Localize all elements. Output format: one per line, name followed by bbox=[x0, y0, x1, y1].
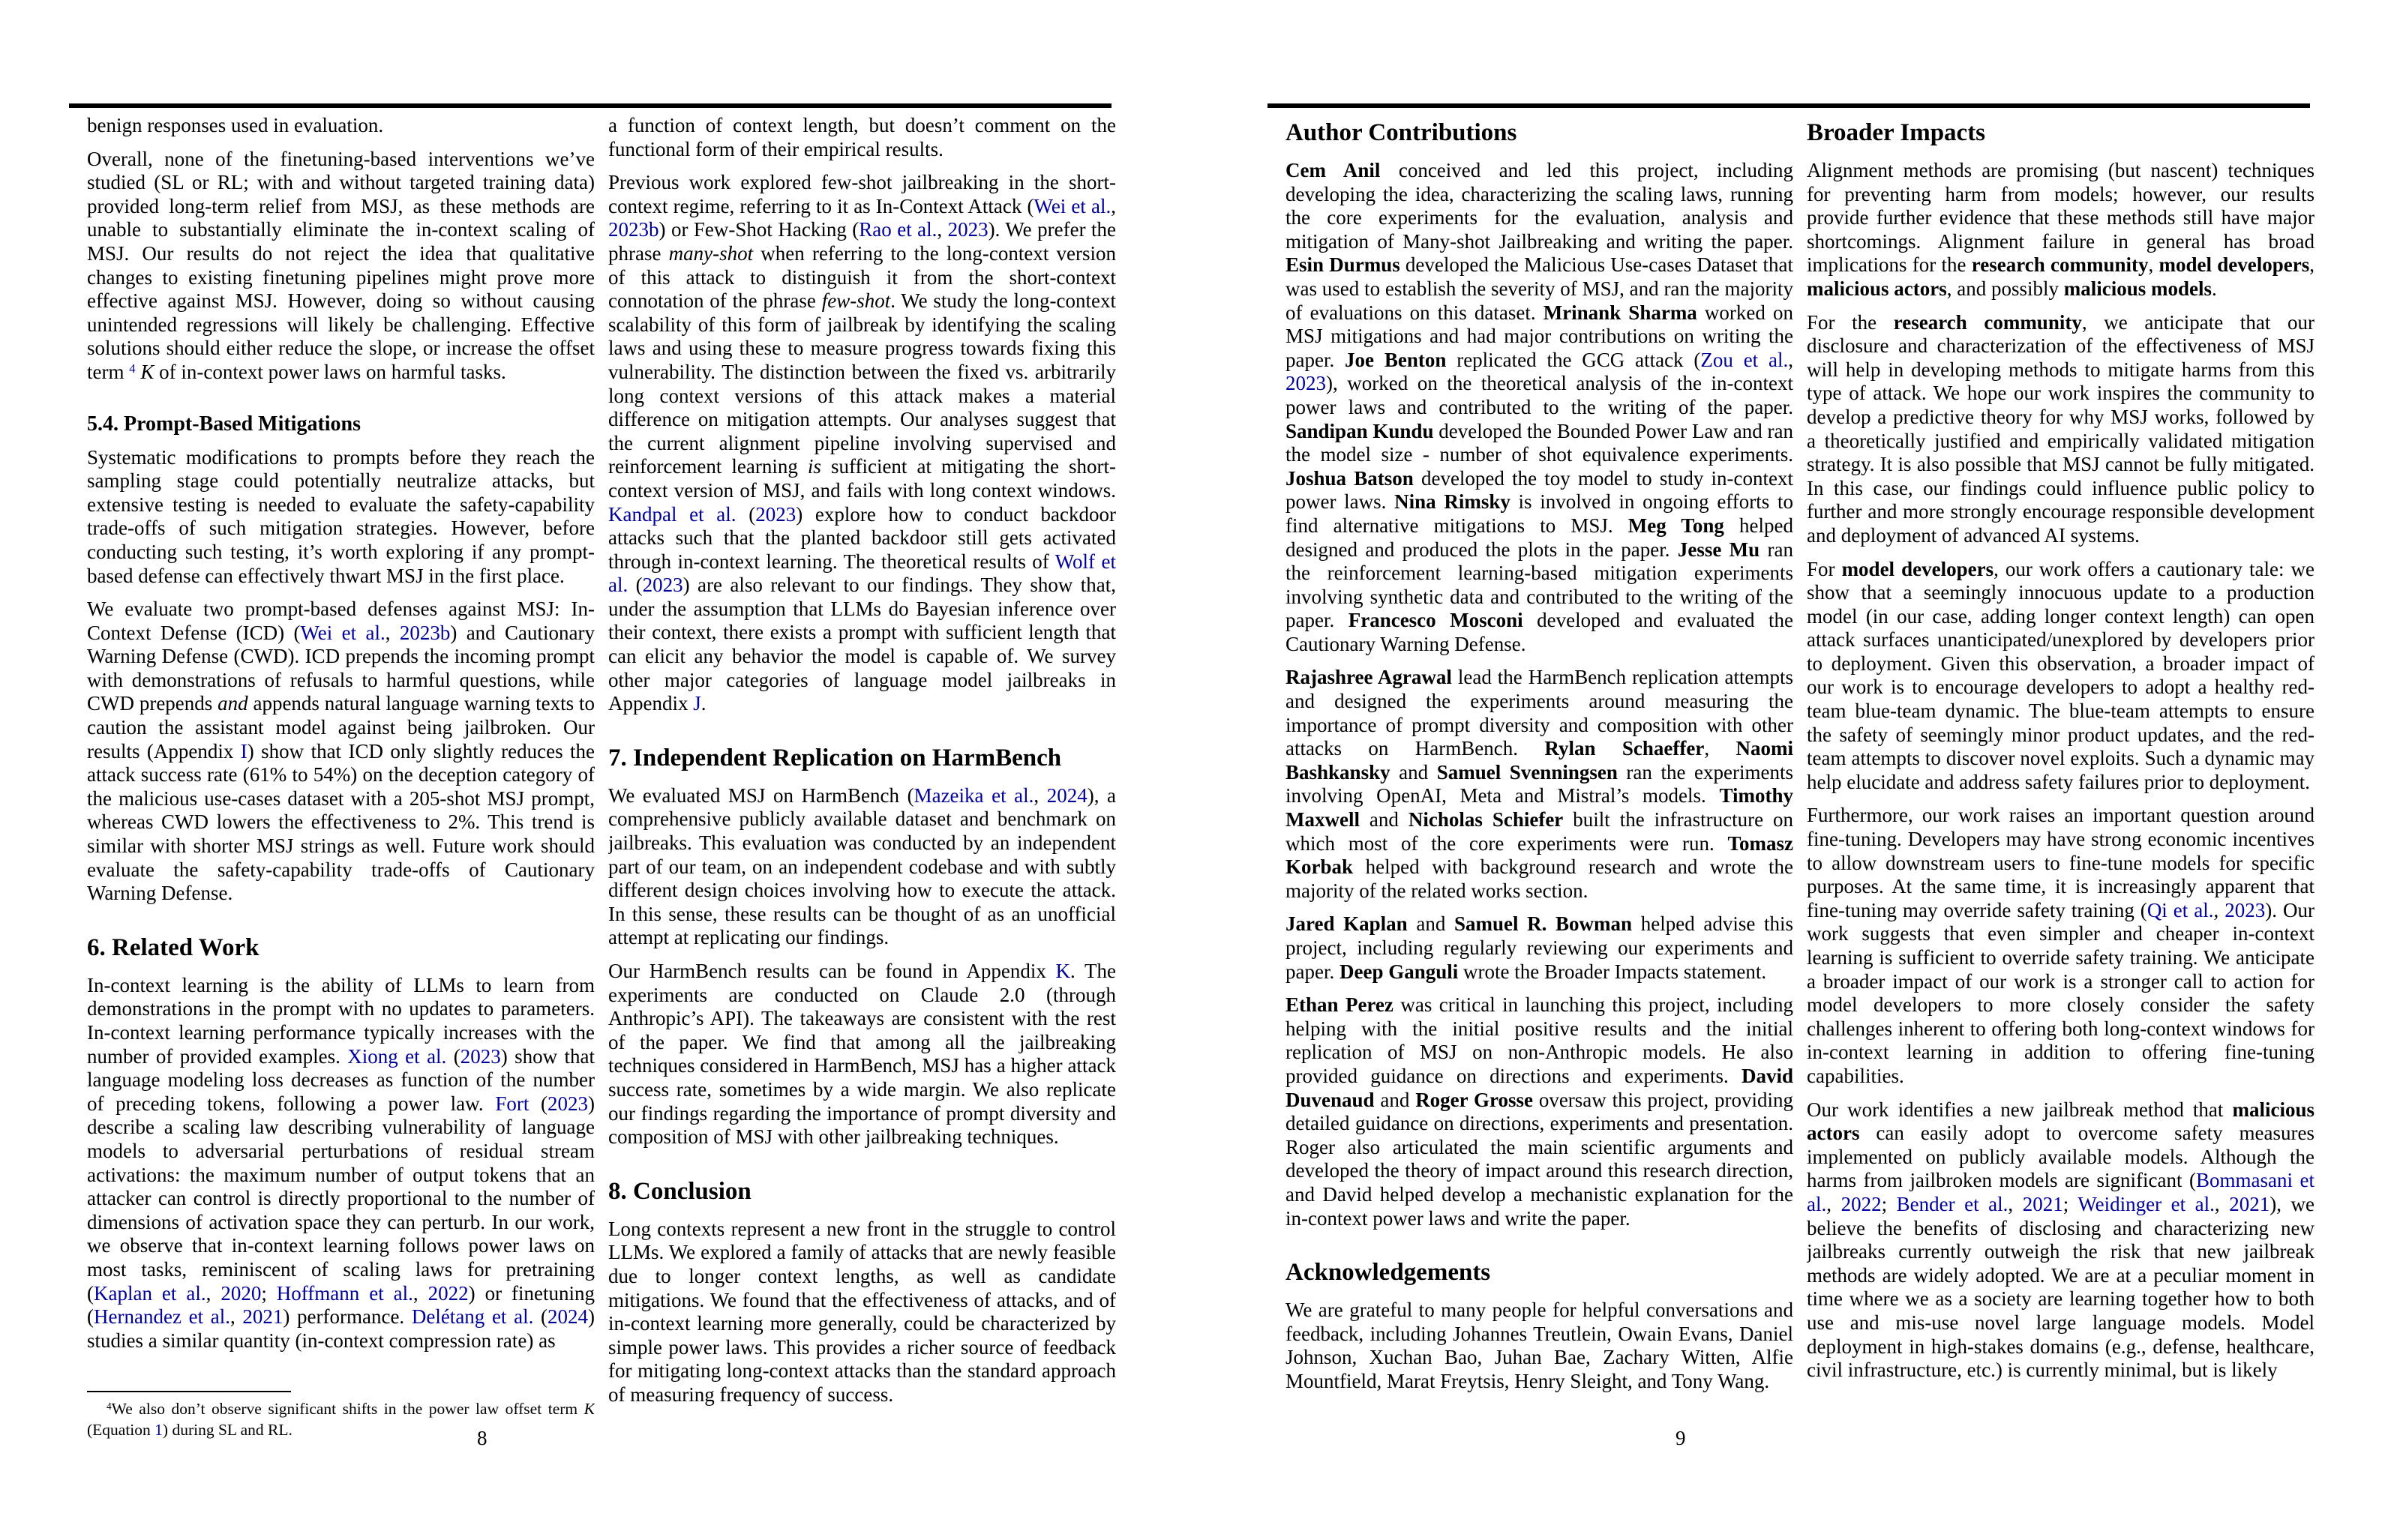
text-run: ( bbox=[529, 1092, 548, 1115]
section-heading bbox=[608, 744, 1116, 772]
text-run: ) or Few-Shot Hacking ( bbox=[658, 218, 860, 241]
citation-link[interactable]: Mazeika et al. bbox=[914, 783, 1034, 807]
text-run: 7. Independent Replication on HarmBench bbox=[608, 744, 1062, 771]
italic-text: few-shot bbox=[821, 289, 891, 313]
citation-link[interactable]: 2021 bbox=[2022, 1192, 2063, 1215]
text-run: ; bbox=[2062, 1192, 2078, 1215]
text-run: , and possibly bbox=[1946, 277, 2064, 300]
text-run: ) or finetuning ( bbox=[87, 1281, 595, 1329]
italic-text: and bbox=[218, 692, 248, 715]
page-9-body bbox=[1286, 114, 2314, 1440]
citation-link[interactable]: 2023 bbox=[1286, 372, 1326, 395]
text-run: of in-context power laws on harmful tasks. bbox=[154, 360, 506, 383]
text-run: can easily adopt to overcome safety measures implemented on publicly available models. Although the harms from jailbroken models are significant ( bbox=[1807, 1122, 2314, 1192]
text-run: Overall, none of the finetuning-based interventions we’ve studied (SL or RL; with and without targeted training data) provided long-term relief from MSJ, as these methods are unable to substantially eliminate the in-context scaling of MSJ. Our results do not reject the idea that qualitative changes to existing finetuning pipelines might prove more effective against MSJ. However, doing so without causing unintended regressions will likely be challenging. Effective solutions should either reduce the slope, or increase the offset term bbox=[87, 147, 595, 383]
citation-link[interactable]: K bbox=[1055, 960, 1071, 982]
text-run: , our work offers a cautionary tale: we show that a seemingly innocuous update to a production model (in our case, adding longer context length) can open attack surfaces unanticipated/unexplored by developers prior to deployment. Given this observation, a broader impact of our work is to encourage developers to adopt a healthy red-team blue-team dynamic. The blue-team attempts to ensure the safety of seemingly minor product updates, and the red-team attempts to discover novel exploits. Such a dynamic may help elucidate and address safety failures prior to deployment. bbox=[1807, 557, 2314, 793]
text-run: wrote the Broader Impacts statement. bbox=[1458, 960, 1767, 983]
text-run: , bbox=[2309, 253, 2314, 277]
page-9-column-right bbox=[1807, 114, 2314, 1440]
citation-link[interactable]: 2023b bbox=[608, 218, 659, 241]
citation-link[interactable]: Kaplan et al. bbox=[94, 1281, 206, 1305]
footnote-marker: 4 bbox=[129, 361, 136, 376]
footnote-rule bbox=[87, 1391, 291, 1392]
paragraph bbox=[1286, 1299, 1793, 1393]
text-run: worked on MSJ mitigations and had major contributions on writing the paper. bbox=[1286, 301, 1793, 371]
citation-link[interactable]: Weidinger et al. bbox=[2078, 1192, 2215, 1215]
page-8-column-right bbox=[608, 114, 1116, 1440]
paragraph bbox=[608, 171, 1116, 716]
bold-text: Naomi Bashkansky bbox=[1286, 737, 1793, 783]
citation-link[interactable]: 2022 bbox=[1840, 1192, 1882, 1215]
bold-text: Samuel Svenningsen bbox=[1436, 760, 1618, 783]
section-heading bbox=[1286, 1258, 1793, 1287]
text-run: ), a comprehensive publicly available dataset and benchmark on jailbreaks. This evaluation was conducted by an independent part of our team, on an independent codebase and with subtly different design choices involving how to execute the attack. In this sense, these results can be thought of as an unofficial attempt at replicating our findings. bbox=[608, 783, 1116, 949]
bold-text: Nina Rimsky bbox=[1394, 490, 1510, 514]
citation-link[interactable]: 2020 bbox=[220, 1281, 262, 1305]
text-run: , we anticipate that our disclosure and characterization of the effectiveness of MSJ will help in developing methods to mitigate harms from this type of attack. We hope our work inspires the community to develop a predictive theory for why MSJ works, followed by a theoretically justified and empirically validated mitigation strategy. It is also possible that MSJ cannot be fully mitigated. In this case, our findings could influence public policy to further and more strongly encourage responsible development and deployment of advanced AI systems. bbox=[1807, 310, 2314, 547]
citation-link[interactable]: Wei et al. bbox=[300, 621, 386, 644]
text-run: . bbox=[2212, 277, 2217, 300]
text-run: , bbox=[206, 1281, 221, 1305]
bold-text: Cem Anil bbox=[1286, 159, 1381, 181]
text-run: developed and evaluated the Cautionary Warning Defense. bbox=[1286, 609, 1793, 655]
text-run: Alignment methods are promising (but nascent) techniques for preventing harm from models; however, our results provide further evidence that these methods still have major shortcomings. Alignment failure in general has broad implications for the bbox=[1807, 159, 2314, 277]
subsection-heading bbox=[87, 412, 595, 436]
text-run: , bbox=[2148, 253, 2159, 277]
text-run: Long contexts represent a new front in the struggle to control LLMs. We explored a family of attacks that are newly feasible due to longer context lengths, as well as candidate mitigations. We found that the effectiveness of attacks, and of in-context learning more generally, could be characterized by simple power laws. This provides a richer source of feedback for mitigating long-context attacks than the standard approach of measuring frequency of success. bbox=[608, 1217, 1116, 1406]
text-run: , bbox=[937, 218, 948, 241]
bold-text: Rylan Schaeffer bbox=[1544, 737, 1705, 760]
citation-link[interactable]: J bbox=[693, 692, 701, 715]
text-run: ) are also relevant to our findings. They show that, under the assumption that LLMs do Bayesian inference over their context, there exists a prompt with sufficient length that can elicit any behavior the model is capable of. We survey other major categories of language model jailbreaks in Appendix bbox=[608, 574, 1116, 715]
text-run: developed the Malicious Use-cases Dataset that was used to establish the severity of MSJ, and ran the majority of evaluations on this dataset. bbox=[1286, 253, 1793, 324]
paragraph bbox=[87, 446, 595, 589]
text-run: Broader Impacts bbox=[1807, 119, 1986, 146]
text-run: ) during SL and RL. bbox=[162, 1420, 292, 1439]
paragraph bbox=[608, 114, 1116, 161]
text-run: ( bbox=[736, 502, 756, 526]
text-run: ( bbox=[628, 574, 643, 597]
bold-text: Roger Grosse bbox=[1415, 1088, 1533, 1111]
text-run: , bbox=[1826, 1192, 1841, 1215]
citation-link[interactable]: 2023 bbox=[947, 218, 988, 241]
italic-text: many-shot bbox=[668, 241, 754, 265]
text-run: and bbox=[1390, 760, 1437, 783]
citation-link[interactable]: 2023b bbox=[399, 621, 451, 644]
text-run: developed the toy model to study in-context power laws. bbox=[1286, 466, 1793, 514]
text-run: Systematic modifications to prompts before they reach the sampling stage could potentially neutralize attacks, but extensive testing is needed to evaluate the safety-capability trade-offs of such mitigation strategies. However, before conducting such testing, it’s worth exploring if any prompt-based defense can effectively thwart MSJ in the first place. bbox=[87, 445, 595, 587]
paragraph bbox=[608, 960, 1116, 1149]
bold-text: model developers bbox=[1841, 557, 1994, 580]
citation-link[interactable]: Rao et al. bbox=[859, 218, 938, 241]
text-run: (Equation bbox=[87, 1420, 155, 1439]
bold-text: Tomasz Korbak bbox=[1286, 831, 1793, 879]
bold-text: research community bbox=[1971, 253, 2149, 277]
footnote-text bbox=[87, 1400, 595, 1440]
text-run: ) explore how to conduct backdoor attacks such that the planted backdoor still gets activated through in-context learning. The theoretical results of bbox=[608, 502, 1116, 573]
text-run: , bbox=[1111, 194, 1116, 217]
text-run: replicated the GCG attack ( bbox=[1446, 348, 1701, 371]
page-8 bbox=[0, 0, 1198, 1540]
bold-text: research community bbox=[1893, 310, 2082, 334]
text-run: Acknowledgements bbox=[1286, 1259, 1491, 1287]
text-run: ; bbox=[1881, 1192, 1897, 1215]
citation-link[interactable]: 1 bbox=[154, 1420, 163, 1439]
bold-text: Rajashree Agrawal bbox=[1286, 666, 1452, 689]
paragraph bbox=[608, 784, 1116, 950]
page-number: 8 bbox=[477, 1427, 488, 1449]
paragraph bbox=[1807, 159, 2314, 301]
text-run: and bbox=[1359, 808, 1408, 831]
text-run: . We study the long-context scalability of this form of jailbreak by identifying the scaling laws and using these to measure progress towards fixing this vulnerability. The distinction between the fixed vs. arbitrarily long context versions of this attack makes a material difference on mitigation attempts. Our analyses suggest that the current alignment pipeline involving supervised and reinforcement learning bbox=[608, 289, 1116, 478]
citation-link[interactable]: 2024 bbox=[1046, 783, 1088, 807]
citation-link[interactable]: Hoffmann et al. bbox=[276, 1281, 413, 1305]
text-run: , bbox=[2008, 1192, 2023, 1215]
paragraph bbox=[87, 598, 595, 906]
bold-text: Timothy Maxwell bbox=[1286, 784, 1793, 831]
bold-text: Ethan Perez bbox=[1286, 993, 1394, 1017]
bold-text: Mrinank Sharma bbox=[1543, 301, 1697, 324]
text-run: ) show that ICD only slightly reduces the attack success rate (61% to 54%) on the deception category of the malicious use-cases dataset with a 205-shot MSJ prompt, whereas CWD lowers the effectiveness to 2%. This trend is similar with shorter MSJ strings as well. Future work should evaluate the safety-capability trade-offs of Cautionary Warning Defense. bbox=[87, 739, 595, 905]
page-9-column-left bbox=[1286, 114, 1793, 1440]
citation-link[interactable]: Wolf et al. bbox=[608, 550, 1116, 597]
text-run: For bbox=[1807, 557, 1842, 580]
citation-link[interactable]: 2021 bbox=[242, 1305, 284, 1329]
text-run: Our work identifies a new jailbreak method that bbox=[1807, 1098, 2233, 1121]
text-run: Author Contributions bbox=[1286, 119, 1517, 146]
bold-text: Nicholas Schiefer bbox=[1408, 808, 1564, 831]
citation-link[interactable]: 2022 bbox=[428, 1281, 469, 1305]
text-run: conceived and led this project, including developing the idea, characterizing the scaling laws, running the core experiments for the evaluation, analysis and mitigation of Many-shot Jailbreaking and writing the paper. bbox=[1286, 159, 1793, 253]
text-run: ( bbox=[533, 1305, 548, 1329]
paragraph bbox=[1286, 159, 1793, 656]
citation-link[interactable]: 2023 bbox=[642, 574, 683, 597]
citation-link[interactable]: Bommasani et al. bbox=[1807, 1169, 2314, 1215]
bold-text: Joshua Batson bbox=[1286, 466, 1414, 490]
text-run: , bbox=[1704, 737, 1736, 760]
section-heading bbox=[608, 1177, 1116, 1206]
text-run: , bbox=[412, 1281, 428, 1305]
text-run: ) describe a scaling law describing vulnerability of language models to adversarial perturbations of residual stream activations: the maximum number of output tokens that an attacker can control is directly proportional to the number of dimensions of activation space they can perturb. In our work, we observe that in-context learning follows power laws on most tasks, reminiscent of scaling laws for pretraining ( bbox=[87, 1092, 595, 1305]
text-run: , bbox=[385, 621, 400, 644]
citation-link[interactable]: 2023 bbox=[2224, 898, 2266, 921]
text-run: helped designed and produced the plots in the paper. bbox=[1286, 514, 1793, 561]
bold-text: Jared Kaplan bbox=[1286, 912, 1408, 936]
bold-text: Meg Tong bbox=[1628, 514, 1724, 537]
bold-text: Joe Benton bbox=[1345, 348, 1447, 371]
paragraph bbox=[1286, 666, 1793, 903]
section-heading bbox=[1286, 118, 1793, 147]
text-run: . The experiments are conducted on Claude 2.0 (through Anthropic’s API). The takeaways are consistent with the rest of the paper. We find that among all the jailbreaking techniques considered in HarmBench, MSJ has a higher attack success rate, sometimes by a wide margin. We also replicate our findings regarding the importance of prompt diversity and composition of MSJ with other jailbreaking techniques. bbox=[608, 960, 1116, 1149]
bold-text: Jesse Mu bbox=[1677, 538, 1760, 561]
text-run: 8. Conclusion bbox=[608, 1177, 752, 1205]
citation-link[interactable]: 2021 bbox=[2229, 1192, 2270, 1215]
paragraph bbox=[1286, 993, 1793, 1230]
text-run: , bbox=[230, 1305, 243, 1329]
citation-link[interactable]: 2023 bbox=[460, 1044, 501, 1068]
text-run: ) performance. bbox=[283, 1305, 412, 1329]
text-run: In-context learning is the ability of LLMs to learn from demonstrations in the prompt with no updates to parameters. In-context learning performance typically increases with the number of provided examples. bbox=[87, 973, 595, 1068]
citation-link[interactable]: Qi et al. bbox=[2146, 898, 2214, 921]
text-run: ran the reinforcement learning-based mitigation experiments involving synthetic data and contributed to the writing of the paper. bbox=[1286, 538, 1793, 632]
text-run: We evaluate two prompt-based defenses against MSJ: In-Context Defense (ICD) ( bbox=[87, 598, 595, 644]
text-run: Furthermore, our work raises an important question around fine-tuning. Developers may have strong economic incentives to allow downstream users to fine-tune models for specific purposes. At the same time, it is increasingly apparent that fine-tuning may override safety training ( bbox=[1807, 804, 2314, 921]
citation-link[interactable]: Kandpal et al. bbox=[608, 502, 736, 526]
paragraph bbox=[1286, 912, 1793, 984]
bold-text: Esin Durmus bbox=[1286, 253, 1400, 277]
text-run: For the bbox=[1807, 310, 1894, 334]
paragraph bbox=[87, 148, 595, 387]
text-run: helped with background research and wrote the majority of the related works section. bbox=[1286, 855, 1793, 902]
page-number: 9 bbox=[1676, 1427, 1686, 1449]
text-run: sufficient at mitigating the short-context version of MSJ, and fails with long context windows. bbox=[608, 455, 1116, 502]
text-run: and bbox=[1374, 1088, 1416, 1111]
bold-text: malicious models bbox=[2063, 277, 2212, 300]
paragraph bbox=[1807, 558, 2314, 795]
bold-text: Deep Ganguli bbox=[1339, 960, 1459, 983]
citation-link[interactable]: 2024 bbox=[548, 1305, 588, 1329]
text-run: ran the experiments involving OpenAI, Meta and Mistral’s models. bbox=[1286, 760, 1793, 807]
text-run: ) show that language modeling loss decreases as function of the number of preceding tokens, following a power law. bbox=[87, 1044, 595, 1115]
text-run: ; bbox=[261, 1281, 277, 1305]
text-run: ). We prefer the phrase bbox=[608, 218, 1116, 265]
citation-link[interactable]: Xiong et al. bbox=[347, 1044, 447, 1068]
text-run: is involved in ongoing efforts to find alternative mitigations to MSJ. bbox=[1286, 490, 1793, 537]
text-run: when referring to the long-context version of this attack to distinguish it from the short-context connotation of the phrase bbox=[608, 241, 1116, 313]
paragraph bbox=[87, 114, 595, 138]
text-run: Previous work explored few-shot jailbreaking in the short-context regime, referring to it as In-Context Attack ( bbox=[608, 171, 1116, 217]
bold-text: David Duvenaud bbox=[1286, 1064, 1793, 1111]
italic-text: is bbox=[807, 455, 821, 478]
text-run: , bbox=[2213, 898, 2225, 921]
text-run: , bbox=[1034, 783, 1047, 807]
text-run: ), worked on the theoretical analysis of the in-context power laws and contributed to the writing of the paper. bbox=[1286, 372, 1793, 418]
page-9 bbox=[1198, 0, 2397, 1540]
text-run: We evaluated MSJ on HarmBench ( bbox=[608, 783, 914, 807]
paragraph bbox=[1807, 804, 2314, 1088]
text-run: Our HarmBench results can be found in Appendix bbox=[608, 960, 1056, 982]
paragraph bbox=[1807, 311, 2314, 548]
section-heading bbox=[1807, 118, 2314, 147]
text-run: 5.4. Prompt-Based Mitigations bbox=[87, 412, 362, 436]
bold-text: Sandipan Kundu bbox=[1286, 419, 1434, 442]
text-run: a function of context length, but doesn’t comment on the functional form of their empirical results. bbox=[608, 114, 1116, 160]
text-run: ) and Cautionary Warning Defense (CWD). ICD prepends the incoming prompt with demonstrations of refusals to harmful questions, while CWD prepends bbox=[87, 621, 595, 715]
text-run: built the infrastructure on which most of the core experiments were run. bbox=[1286, 808, 1793, 855]
bold-text: Francesco Mosconi bbox=[1348, 609, 1523, 632]
bold-text: malicious actors bbox=[1807, 277, 1947, 300]
text-run: , bbox=[2214, 1192, 2230, 1215]
text-run: ), we believe the benefits of disclosing and characterizing new jailbreaks currently outweigh the risk that new jailbreak methods are widely adopted. We are at a peculiar moment in time where we as a society are learning together how to both use and mis-use novel large language models. Model deployment in high-stakes domains (e.g., defense, healthcare, civil infrastructure, etc.) is currently minimal, but is likely bbox=[1807, 1192, 2314, 1382]
text-run: We also don’t observe significant shifts in the power law offset term bbox=[111, 1400, 584, 1418]
paragraph bbox=[1807, 1098, 2314, 1383]
text-run: ). Our work suggests that even simpler and cheaper in-context learning is sufficient to override safety training. We anticipate a broader impact of our work is a stronger call to action for model developers to more closely consider the safety challenges inherent to offering both long-context windows for in-context learning in addition to offering fine-tuning capabilities. bbox=[1807, 898, 2314, 1087]
text-run: and bbox=[1407, 912, 1454, 936]
text-run: We are grateful to many people for helpful conversations and feedback, including Johannes Treutlein, Owain Evans, Daniel Johnson, Xuchan Bao, Juhan Bae, Zachary Witten, Alfie Mountfield, Marat Freytsis, Henry Sleight, and Tony Wang. bbox=[1286, 1299, 1793, 1392]
text-run: developed the Bounded Power Law and ran the model size - number of shot equivalence experiments. bbox=[1286, 419, 1793, 466]
text-run: benign responses used in evaluation. bbox=[87, 114, 384, 136]
italic-text: K bbox=[584, 1400, 595, 1418]
citation-link[interactable]: Hernandez et al. bbox=[94, 1305, 230, 1329]
citation-link[interactable]: 2023 bbox=[548, 1092, 588, 1115]
bold-text: model developers bbox=[2158, 253, 2310, 277]
text-run: was critical in launching this project, including helping with the initial positive results and the initial replication of MSJ on non-Anthropic models. He also provided guidance on directions and experiments. bbox=[1286, 993, 1793, 1087]
bold-text: malicious actors bbox=[1807, 1098, 2314, 1145]
citation-link[interactable]: Fort bbox=[495, 1092, 530, 1115]
text-run: . bbox=[700, 692, 706, 715]
page-8-body bbox=[87, 114, 1116, 1440]
citation-link[interactable]: Delétang et al. bbox=[411, 1305, 534, 1329]
citation-link[interactable]: Bender et al. bbox=[1896, 1192, 2008, 1215]
paragraph bbox=[608, 1218, 1116, 1407]
text-run: lead the HarmBench replication attempts and designed the experiments around measuring the importance of prompt diversity and composition with other attacks on HarmBench. bbox=[1286, 666, 1793, 760]
italic-text: K bbox=[140, 360, 154, 383]
header-rule bbox=[69, 103, 1112, 108]
text-run: , bbox=[1788, 348, 1793, 371]
header-rule bbox=[1268, 103, 2310, 108]
citation-link[interactable]: I bbox=[240, 739, 248, 763]
text-run: ( bbox=[446, 1044, 460, 1068]
text-run: oversaw this project, providing detailed guidance on directions, experiments and presentation. Roger also articulated the main scientific arguments and developed the theory of impact around this research direction, and David helped develop a mechanistic explanation for the in-context power laws and write the paper. bbox=[1286, 1088, 1793, 1230]
footnote-marker: 4 bbox=[106, 1401, 112, 1413]
paragraph bbox=[87, 974, 595, 1353]
text-run: helped advise this project, including regularly reviewing our experiments and paper. bbox=[1286, 912, 1793, 983]
citation-link[interactable]: 2023 bbox=[755, 502, 796, 526]
text-run: appends natural language warning texts to caution the assistant model against being jailbroken. Our results (Appendix bbox=[87, 692, 595, 763]
text-run: 6. Related Work bbox=[87, 933, 260, 961]
citation-link[interactable]: Zou et al. bbox=[1700, 348, 1789, 371]
citation-link[interactable]: Wei et al. bbox=[1034, 194, 1112, 217]
bold-text: Samuel R. Bowman bbox=[1454, 912, 1633, 936]
text-run: ) studies a similar quantity (in-context compression rate) as bbox=[87, 1305, 595, 1352]
page-8-column-left bbox=[87, 114, 595, 1440]
section-heading bbox=[87, 933, 595, 962]
